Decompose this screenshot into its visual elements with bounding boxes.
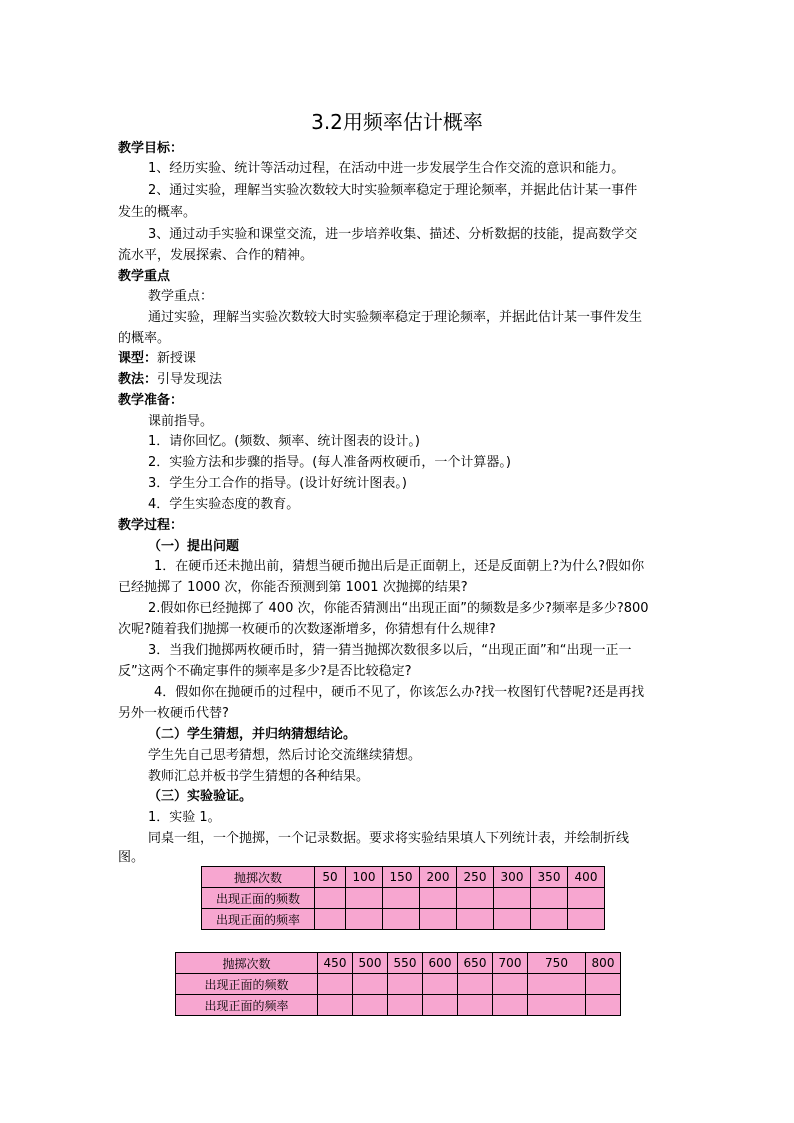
table-cell[interactable] [568,888,605,909]
prep-item: 2．实验方法和步骤的指导。(每人准备两枚硬币，一个计算器。) [148,455,511,470]
goal-item: 3、通过动手实验和课堂交流，进一步培养收集、描述、分析数据的技能，提高数学交 [148,227,638,242]
method-label: 教法： [118,372,158,387]
goal-item: 发生的概率。 [118,205,197,220]
table-col-header: 450 [318,953,353,974]
table-col-header: 650 [458,953,493,974]
lesson-type [118,349,678,369]
table-cell[interactable] [458,995,493,1016]
method-value: 引导发现法 [157,372,223,387]
table-cell[interactable] [586,974,621,995]
table-row-header: 出现正面的频数 [202,888,315,909]
table-cell[interactable] [458,974,493,995]
stats-table-1 [201,866,605,930]
section-2-line: 学生先自己思考猜想，然后讨论交流继续猜想。 [148,748,422,763]
key-points-line: 的概率。 [118,331,171,346]
key-points-heading: 教学重点 [118,269,171,284]
table-col-header: 50 [315,867,346,888]
table-cell[interactable] [494,888,531,909]
goal-item: 2、通过实验，理解当实验次数较大时实验频率稳定于理论频率，并据此估计某一事件 [148,183,638,198]
table-header-cell: 抛掷次数 [176,953,318,974]
table-col-header: 400 [568,867,605,888]
table-row [176,995,621,1016]
table-cell[interactable] [423,974,458,995]
goal-item: 流水平，发展探索、合作的精神。 [118,248,314,263]
table-cell[interactable] [383,909,420,930]
table-row [202,909,605,930]
key-points-line: 通过实验，理解当实验次数较大时实验频率稳定于理论频率，并据此估计某一事件发生 [148,310,643,325]
table-cell[interactable] [346,909,383,930]
table-cell[interactable] [318,974,353,995]
table-col-header: 600 [423,953,458,974]
key-points-sub: 教学重点： [148,289,214,304]
question-line: 1．在硬币还未抛出前，猜想当硬币抛出后是正面朝上，还是反面朝上?为什么?假如你 [154,559,645,574]
table-col-header: 200 [420,867,457,888]
teaching-method [118,370,678,390]
table-cell[interactable] [420,909,457,930]
table-cell[interactable] [586,995,621,1016]
stats-table-2 [175,952,621,1016]
table-col-header: 350 [531,867,568,888]
goals-heading: 教学目标： [118,141,184,156]
table-cell[interactable] [346,888,383,909]
table-cell[interactable] [528,974,586,995]
table-cell[interactable] [494,909,531,930]
section-3-line: 1．实验 1。 [148,810,221,825]
table-cell[interactable] [493,995,528,1016]
table-row [202,867,605,888]
section-2-heading: （二）学生猜想，并归纳猜想结论。 [148,727,357,742]
process-heading: 教学过程： [118,518,184,533]
table-cell[interactable] [388,974,423,995]
prep-item: 4．学生实验态度的教育。 [148,497,300,512]
prep-item: 1．请你回忆。(频数、频率、统计图表的设计。) [148,434,420,449]
prep-item: 3．学生分工合作的指导。(设计好统计图表。) [148,476,407,491]
page-title: 3.2用频率估计概率 [311,110,483,134]
table-header-cell: 抛掷次数 [202,867,315,888]
table-cell[interactable] [423,995,458,1016]
table-cell[interactable] [383,888,420,909]
section-3-line: 同桌一组，一个抛掷，一个记录数据。要求将实验结果填人下列统计表，并绘制折线 [148,831,630,846]
section-3-heading: （三）实验验证。 [148,789,253,804]
question-line: 已经抛掷了 1000 次，你能否预测到第 1001 次抛掷的结果? [118,580,468,595]
table-row-header: 出现正面的频数 [176,974,318,995]
table-col-header: 100 [346,867,383,888]
table-cell[interactable] [353,974,388,995]
table-row-header: 出现正面的频率 [176,995,318,1016]
table-cell[interactable] [420,888,457,909]
table-row [202,888,605,909]
table-col-header: 550 [388,953,423,974]
section-3-line: 图。 [118,850,145,865]
table-col-header: 800 [586,953,621,974]
table-cell[interactable] [568,909,605,930]
table-col-header: 500 [353,953,388,974]
question-line: 另外一枚硬币代替? [118,706,229,721]
table-col-header: 700 [493,953,528,974]
goal-item: 1、经历实验、统计等活动过程，在活动中进一步发展学生合作交流的意识和能力。 [148,161,625,176]
table-cell[interactable] [493,974,528,995]
table-cell[interactable] [315,909,346,930]
table-col-header: 250 [457,867,494,888]
table-cell[interactable] [318,995,353,1016]
question-line: 2.假如你已经抛掷了 400 次，你能否猜测出“出现正面”的频数是多少?频率是多少?800 [148,601,649,616]
table-col-header: 300 [494,867,531,888]
table-cell[interactable] [528,995,586,1016]
table-cell[interactable] [388,995,423,1016]
table-cell[interactable] [315,888,346,909]
question-line: 3．当我们抛掷两枚硬币时，猜一猜当抛掷次数很多以后，“出现正面”和“出现一正一 [148,643,632,658]
table-cell[interactable] [531,909,568,930]
section-1-heading: （一）提出问题 [148,539,240,554]
lesson-type-value: 新授课 [157,351,197,366]
table-col-header: 750 [528,953,586,974]
table-cell[interactable] [457,909,494,930]
question-line: 4．假如你在抛硬币的过程中，硬币不见了，你该怎么办?找一枚图钉代替呢?还是再找 [154,685,645,700]
section-2-line: 教师汇总并板书学生猜想的各种结果。 [148,769,370,784]
question-line: 次呢?随着我们抛掷一枚硬币的次数逐渐增多，你猜想有什么规律? [118,622,496,637]
table-cell[interactable] [457,888,494,909]
prep-item: 课前指导。 [148,414,214,429]
question-line: 反”这两个不确定事件的频率是多少?是否比较稳定? [118,664,412,679]
lesson-type-label: 课型： [118,351,158,366]
table-row [176,974,621,995]
prep-heading: 教学准备： [118,393,184,408]
table-row-header: 出现正面的频率 [202,909,315,930]
table-cell[interactable] [353,995,388,1016]
table-col-header: 150 [383,867,420,888]
table-cell[interactable] [531,888,568,909]
table-row [176,953,621,974]
